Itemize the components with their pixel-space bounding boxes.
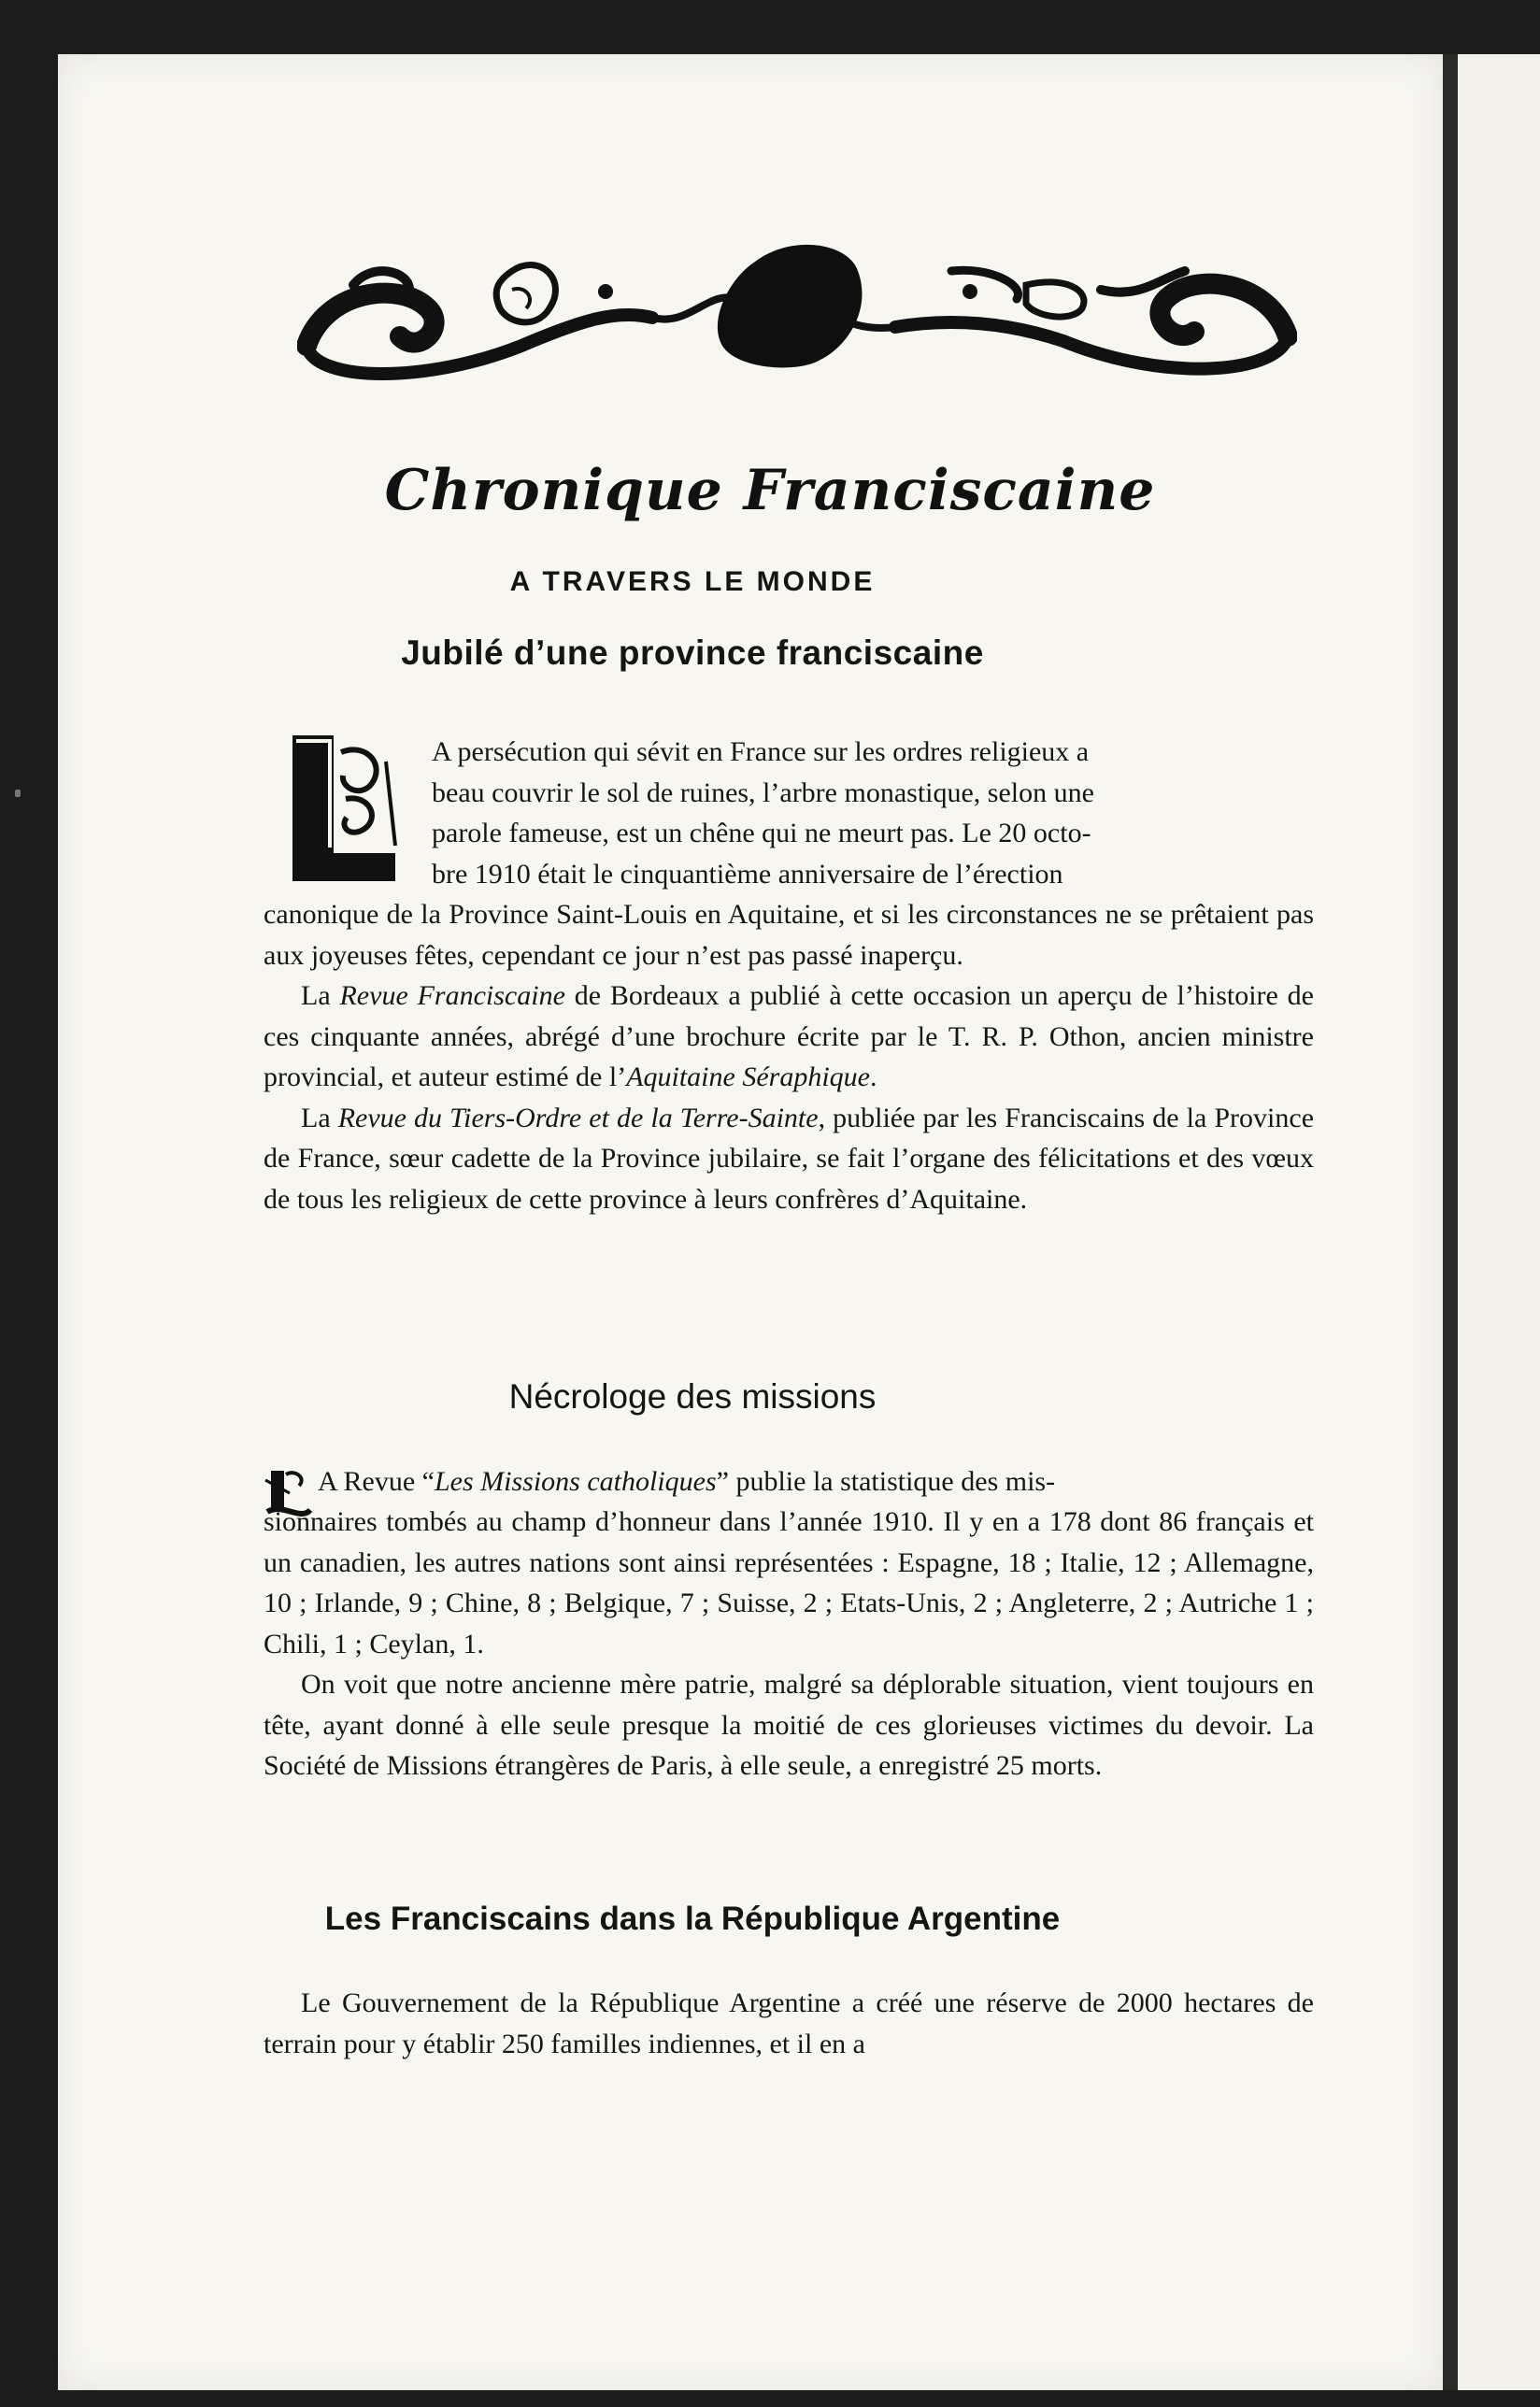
article1-body [264, 894, 1314, 1219]
paragraph: La Revue Franciscaine de Bordeaux a publié à cette occasion un aperçu de l’histoire de ces cinquante années, abrégé d’une brochure écrite par le T. R. P. Othon, ancien ministre provincial, et auteur estimé de l’Aquitaine Séraphique. [264, 980, 1315, 1092]
dropcap-l-icon [276, 724, 406, 892]
article2-first-line: A Revue “Les Missions catholiques” publie la statistique des mis- [318, 1466, 1056, 1497]
paragraph: sionnaires tombés au champ d’honneur dans l’année 1910. Il y en a 178 dont 86 français et un canadien, les autres nations sont ainsi représentées : Espagne, 18 ; Italie, 12 ; Allemagne, 10 ; Irlande, 9 ; Chine, 8 ; Belgique, 7 ; Suisse, 2 ; Etats-Unis, 2 ; Angleterre, 2 ; Autriche 1 ; Chili, 1 ; Ceylan, 1. [264, 1506, 1314, 1659]
text-line: A persécution qui sévit en France sur les ordres religieux a [432, 736, 1090, 767]
paragraph: canonique de la Province Saint-Louis en Aquitaine, et si les circonstances ne se prêtaient pas aux joyeuses fêtes, cependant ce jour n’est pas passé inaperçu. [264, 899, 1314, 971]
margin-mark [15, 790, 21, 797]
floral-ornament-icon [297, 234, 1297, 392]
section-heading: A TRAVERS LE MONDE [509, 566, 876, 597]
paragraph: La Revue du Tiers-Ordre et de la Terre-Sainte, publiée par les Franciscains de la Province de France, sœur cadette de la Province jubilaire, se fait l’organe des félicitations et des vœux de tous les religieux de cette province à leurs confrères d’Aquitaine. [264, 1102, 1315, 1215]
text-line: beau couvrir le sol de ruines, l’arbre monastique, selon une [432, 776, 1094, 808]
text-line: parole fameuse, est un chêne qui ne meurt pas. Le 20 octo- [432, 818, 1091, 848]
text-line: bre 1910 était le cinquantième anniversaire de l’érection [432, 858, 1063, 890]
page-edge [1443, 54, 1458, 2390]
article-title-necrologe: Nécrologe des missions [508, 1377, 877, 1416]
paragraph: On voit que notre ancienne mère patrie, malgré sa déplorable situation, vient toujours en tête, ayant donné à elle seule presque la moitié de ces glorieuses victimes du devoir. La Société de Missions étrangères de Paris, à elle seule, a enregistré 25 morts. [264, 1669, 1314, 1781]
journal-title: Revue du Tiers-Ordre et de la Terre-Sainte [337, 1102, 819, 1133]
journal-title: Les Missions catholiques [434, 1466, 717, 1497]
next-page-margin [1458, 54, 1540, 2390]
paragraph: Le Gouvernement de la République Argentine a créé une réserve de 2000 hectares de terrain pour y établir 250 familles indiennes, et il en a [264, 1987, 1314, 2059]
journal-title: Revue Franciscaine [339, 980, 565, 1011]
chronicle-title: Chronique Franciscaine [384, 458, 1156, 523]
article-title-argentine: Les Franciscains dans la République Argentine [324, 1901, 1061, 1937]
article3-body [264, 1983, 1314, 2064]
article-title-jubile: Jubilé d’une province franciscaine [401, 634, 984, 672]
book-title: Aquitaine Séraphique [626, 1061, 870, 1092]
article2-body [264, 1502, 1314, 1787]
article1-wrapped-lines [432, 732, 1314, 894]
